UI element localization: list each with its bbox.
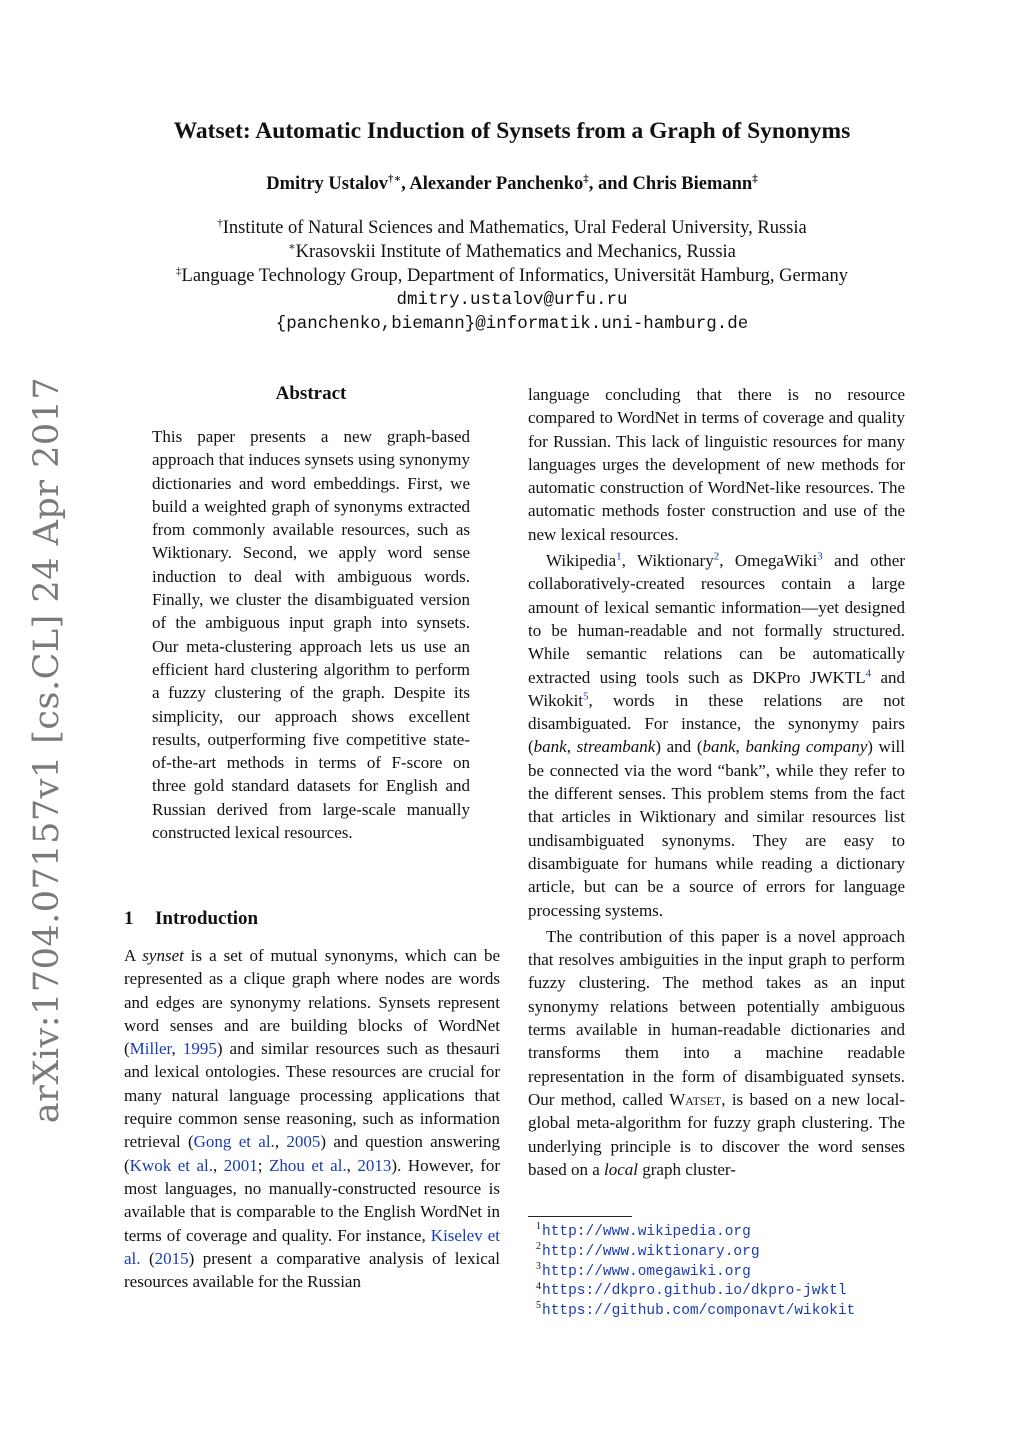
footnote-ref-3[interactable]: 3 (817, 550, 823, 563)
affiliation-krasovskii (0, 240, 1024, 264)
footnote-link[interactable]: https://dkpro.github.io/dkpro-jwktl (542, 1283, 847, 1300)
footnotes (536, 1222, 855, 1321)
citation-kiselev[interactable]: Kiselev et al. (124, 1225, 501, 1268)
footnote-3: $^3$http://www.omegawiki.org (536, 1260, 751, 1280)
footnote-ref-5[interactable]: 5 (583, 690, 589, 703)
arxiv-identifier-text: arXiv:1704.07157v1 [cs.CL] 24 Apr 2017 (27, 376, 67, 1124)
citation-gong[interactable]: Gong et al. (193, 1132, 275, 1152)
footnote-divider (528, 1216, 632, 1217)
intro-paragraph-continued: language concluding that there is no resource compared to WordNet in terms of coverage and quality for Russian. This lack of linguistic resources for many languages urges the development of new methods for automatic construction of WordNet-like resources. The automatic methods foster construction and use of the new lexical resources. (528, 385, 905, 544)
footnote-link[interactable]: http://www.wiktionary.org (542, 1243, 760, 1260)
citation-zhou[interactable]: Zhou et al. (269, 1155, 347, 1175)
footnote-2: $^2$http://www.wiktionary.org (536, 1240, 760, 1260)
affiliation-mark: ‡ (176, 264, 182, 277)
footnote-ref-1[interactable]: 1 (616, 550, 622, 563)
author-mark: ‡ (583, 172, 589, 185)
affiliation-text: Krasovskii Institute of Mathematics and Mechanics, Russia (295, 242, 736, 262)
footnote-4: $^4$https://dkpro.github.io/dkpro-jwktl (536, 1280, 847, 1300)
footnote-link[interactable]: https://github.com/componavt/wikokit (542, 1303, 856, 1320)
paper-title: Watset: Automatic Induction of Synsets from a Graph of Synonyms (173, 118, 851, 144)
author-panchenko: , Alexander Panchenko (401, 174, 584, 194)
email-ustalov[interactable]: dmitry.ustalov@urfu.ru (396, 290, 628, 310)
citation-zhou-year[interactable]: 2013 (357, 1155, 392, 1175)
intro-paragraph-1: A synset is a set of mutual synonyms, which can be represented as a clique graph where nodes are words and edges are synonymy relations. Synsets represent word senses and are building blocks of WordNet (Miller, 1995) and similar resources such as thesauri and lexical ontologies. These resources are crucial for many natural language processing applications that require common sense reasoning, such as information retrieval (Gong et al., 2005) and question answering (Kwok et al., 2001; Zhou et al., 2013). However, for most languages, no manually-constructed resource is available that is comparable to the English WordNet in terms of coverage and quality. For instance, Kiselev et al. (2015) present a comparative analysis of lexical resources available for the Russian (124, 946, 501, 1292)
author-list (0, 174, 1024, 195)
footnote-link[interactable]: http://www.wikipedia.org (542, 1224, 751, 1240)
affiliation-text: Language Technology Group, Department of Informatics, Universität Hamburg, Germany (181, 266, 848, 286)
footnote-ref-4[interactable]: 4 (865, 666, 872, 679)
author-mark: ‡ (752, 172, 758, 185)
footnote-1: $^1$http://www.wikipedia.org (536, 1221, 751, 1240)
method-name: Watset (669, 1089, 722, 1109)
footnote-ref-2[interactable]: 2 (713, 550, 720, 563)
intro-paragraph-2: Wikipedia$^1$, Wiktionary$^2$, OmegaWiki$^3$ and other collaboratively-created resources contain a large amount of lexical semantic information—yet designed to be human-readable and not formally structured. While semantic relations can be automatically extracted using tools such as DKPro JWKTL$^4$ and Wikokit$^5$, words in these relations are not disambiguated. For instance, the synonymy pairs (bank, streambank) and (bank, banking company) will be connected via the word “bank”, while they refer to the different senses. This problem stems from the fact that articles in Wiktionary and similar resources list undisambiguated synonyms. They are easy to disambiguate for humans while reading a dictionary article, but can be a source of errors for language processing systems. (528, 550, 906, 920)
citation-kwok-year[interactable]: 2001 (223, 1155, 258, 1175)
section-title: Introduction (155, 908, 259, 929)
citation-kwok[interactable]: Kwok et al. (129, 1155, 214, 1175)
affiliation-hamburg (0, 264, 1024, 288)
arxiv-identifier (2, 376, 92, 1124)
intro-paragraph-3: The contribution of this paper is a novel approach that resolves ambiguities in the input graph to perform fuzzy clustering. The method takes as an input synonymy relations between potentially ambiguous terms available in human-readable dictionaries and transforms them into a machine readable representation in the form of disambiguated synsets. Our method, called Watset, is based on a new local-global meta-algorithm for fuzzy graph clustering. The underlying principle is to discover the word senses based on a local graph cluster- (528, 926, 905, 1179)
abstract-text: This paper presents a new graph-based approach that induces synsets using synonymy dictionaries and word embeddings. First, we build a weighted graph of synonyms extracted from commonly available resources, such as Wiktionary. Second, we apply word sense induction to deal with ambiguous words. Finally, we cluster the disambiguated version of the ambiguous input graph into synsets. Our meta-clustering approach lets us use an efficient hard clustering algorithm to perform a fuzzy clustering of the graph. Despite its simplicity, our approach shows excellent results, outperforming five competitive state-of-the-art methods in terms of F-score on three gold standard datasets for English and Russian derived from large-scale manually constructed lexical resources. (152, 427, 470, 843)
abstract-heading: Abstract (275, 383, 347, 404)
footnote-link[interactable]: http://www.omegawiki.org (542, 1263, 751, 1280)
citation-miller-year[interactable]: 1995 (182, 1039, 217, 1059)
term-synset: synset (142, 946, 184, 965)
citation-miller[interactable]: Miller (129, 1039, 172, 1059)
author-biemann: , and Chris Biemann (588, 174, 753, 194)
affiliation-text: Institute of Natural Sciences and Mathematics, Ural Federal University, Russia (222, 218, 807, 238)
introduction-left-column (124, 944, 500, 1293)
author-mark: †∗ (388, 172, 402, 185)
author-ustalov: Dmitry Ustalov (266, 174, 389, 194)
affiliation-mark: ∗ (288, 240, 296, 253)
footnote-5: $^5$https://github.com/componavt/wikokit (536, 1300, 856, 1320)
email-panchenko-biemann[interactable]: {panchenko,biemann}@informatik.uni-hamburg.de (275, 314, 749, 334)
section-number: 1 (124, 908, 134, 929)
affiliation-mark: † (217, 216, 223, 229)
citation-kiselev-year[interactable]: 2015 (154, 1248, 189, 1268)
introduction-right-column (528, 383, 905, 1181)
citation-gong-year[interactable]: 2005 (286, 1132, 321, 1152)
affiliation-urfu (0, 216, 1024, 240)
affiliations (0, 216, 1024, 336)
section-heading-introduction (124, 908, 258, 930)
